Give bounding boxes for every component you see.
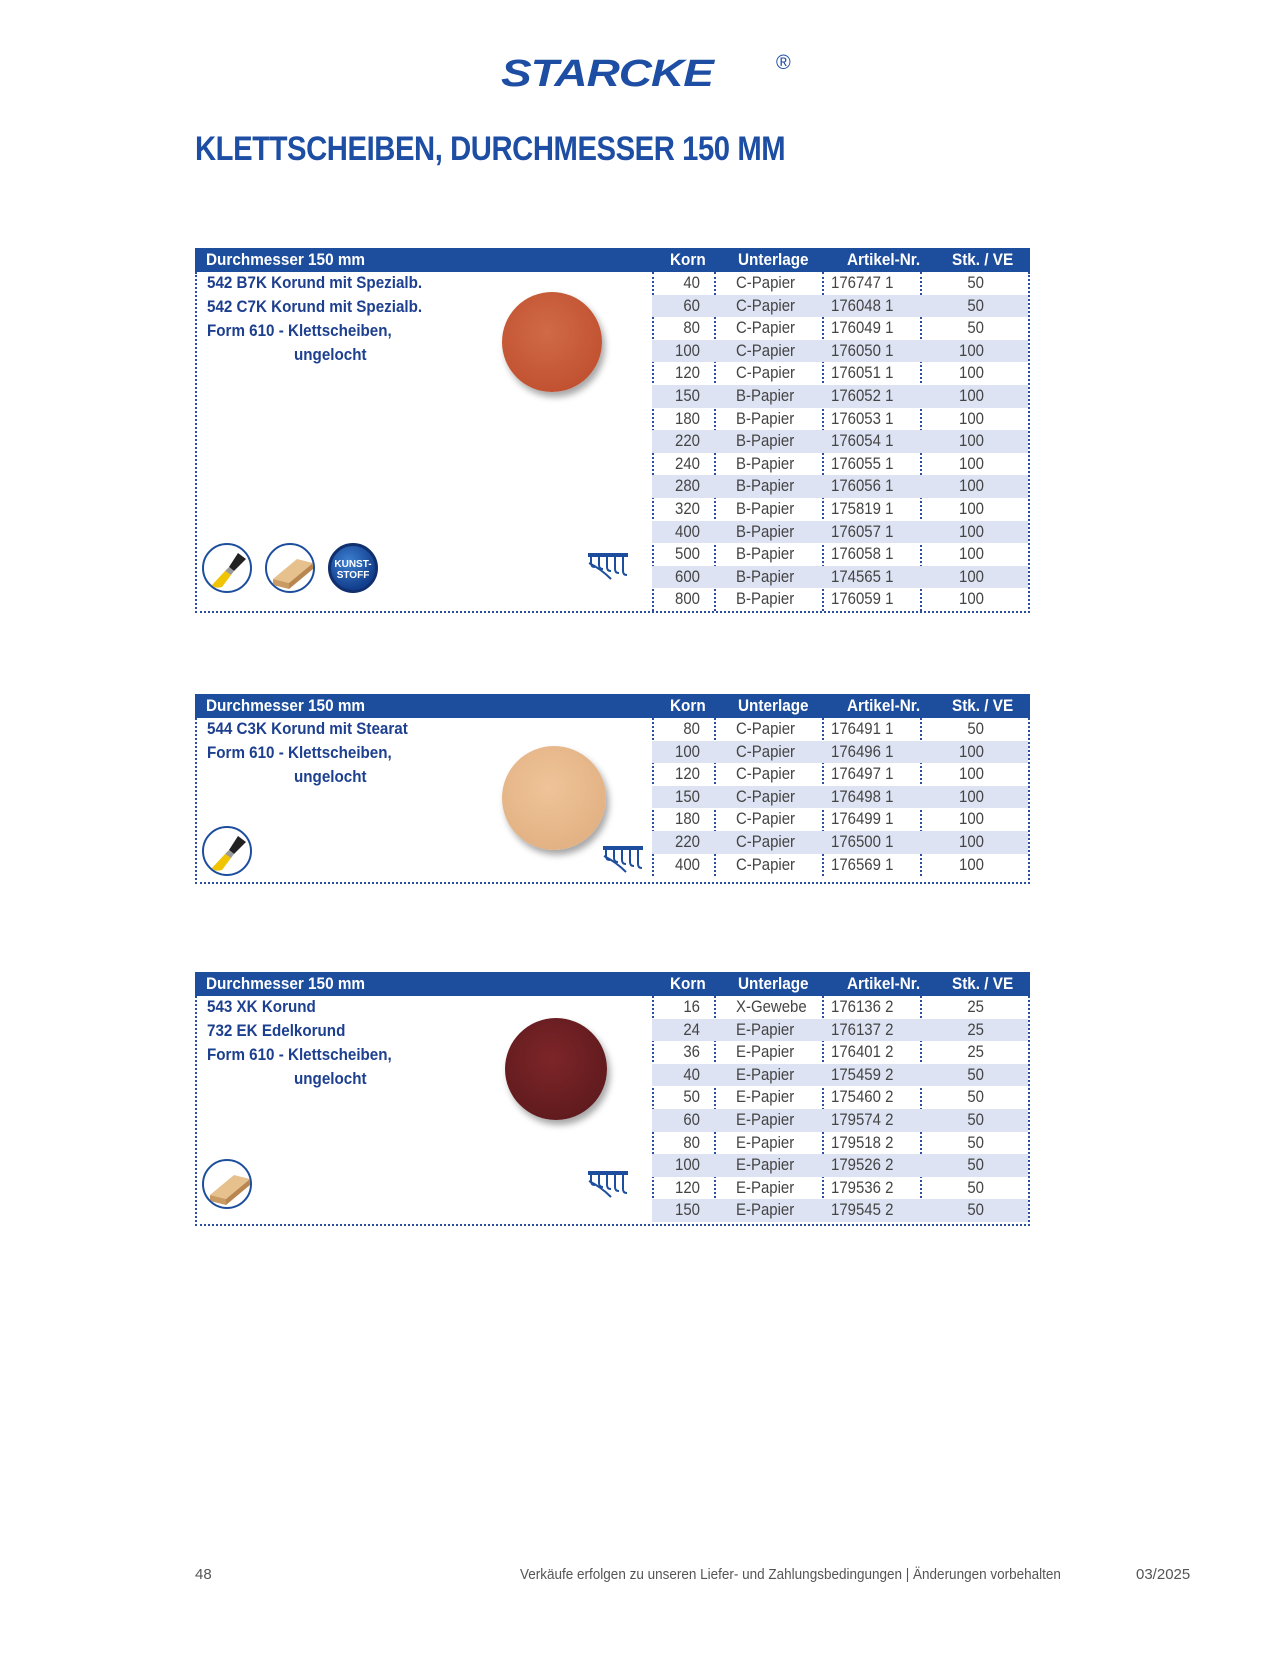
table-row [652,543,1028,566]
unterlage-cell: C-Papier [736,786,796,806]
artikel-cell: 176137 2 [831,1019,894,1039]
table-row [652,854,1028,877]
product-line: Form 610 - Klettscheiben, [207,744,392,762]
product-line: 542 C7K Korund mit Spezialb. [207,298,423,316]
table-row [652,498,1028,521]
artikel-cell: 175459 2 [831,1064,894,1084]
stk-cell: 100 [959,786,984,806]
artikel-cell: 176057 1 [831,521,894,541]
unterlage-cell: C-Papier [736,273,796,292]
paintbrush-icon [202,826,252,876]
korn-cell: 240 [675,453,700,473]
korn-cell: 60 [683,1109,700,1129]
artikel-cell: 176056 1 [831,476,894,496]
unterlage-cell: B-Papier [736,544,795,564]
unterlage-cell: C-Papier [736,854,796,874]
unterlage-cell: C-Papier [736,764,796,784]
table-row [652,1086,1028,1109]
artikel-cell: 176491 1 [831,719,894,738]
unterlage-cell: B-Papier [736,453,795,473]
korn-cell: 100 [675,340,700,360]
sanding-disc-image [502,292,602,392]
stk-cell: 50 [967,1200,984,1220]
stk-cell: 50 [967,318,984,338]
block-body [195,272,1030,613]
unterlage-cell: B-Papier [736,476,795,496]
product-line: ungelocht [294,346,367,364]
header-title: Durchmesser 150 mm [206,974,366,993]
korn-cell: 120 [675,764,700,784]
artikel-cell: 176049 1 [831,318,894,338]
table-row [652,741,1028,764]
header-korn: Korn [670,696,706,715]
unterlage-cell: B-Papier [736,385,795,405]
header-artikel: Artikel-Nr. [847,250,921,269]
stk-cell: 25 [967,997,984,1016]
unterlage-cell: E-Papier [736,1132,795,1152]
product-block-3 [195,972,1030,1226]
stk-cell: 50 [967,719,984,738]
table-row [652,831,1028,854]
unterlage-cell: C-Papier [736,295,796,315]
korn-cell: 150 [675,385,700,405]
product-line: 544 C3K Korund mit Stearat [207,720,408,738]
block-body [195,996,1030,1226]
korn-cell: 180 [675,809,700,829]
unterlage-cell: C-Papier [736,741,796,761]
wood-icon [265,543,315,593]
product-table [652,996,1028,1222]
product-table [652,272,1028,611]
artikel-cell: 176500 1 [831,831,894,851]
unterlage-cell: E-Papier [736,1042,795,1062]
table-row [652,408,1028,431]
artikel-cell: 176747 1 [831,273,894,292]
korn-cell: 120 [675,1177,700,1197]
stk-cell: 50 [967,295,984,315]
product-line: Form 610 - Klettscheiben, [207,1046,392,1064]
stk-cell: 100 [959,566,984,586]
wood-icon [202,1159,252,1209]
table-row [652,588,1028,611]
stk-cell: 100 [959,498,984,518]
table-row [652,1064,1028,1087]
stk-cell: 100 [959,408,984,428]
block-body [195,718,1030,884]
artikel-cell: 176055 1 [831,453,894,473]
unterlage-cell: E-Papier [736,1109,795,1129]
table-header [195,972,1030,996]
korn-cell: 120 [675,363,700,383]
product-line: ungelocht [294,768,367,786]
unterlage-cell: E-Papier [736,1200,795,1220]
stk-cell: 50 [967,1177,984,1197]
korn-cell: 320 [675,498,700,518]
korn-cell: 220 [675,831,700,851]
stk-cell: 25 [967,1019,984,1039]
stk-cell: 100 [959,544,984,564]
table-row [652,1177,1028,1200]
artikel-cell: 176496 1 [831,741,894,761]
table-row [652,1132,1028,1155]
artikel-cell: 179574 2 [831,1109,894,1129]
unterlage-cell: B-Papier [736,521,795,541]
artikel-cell: 179536 2 [831,1177,894,1197]
page-number: 48 [195,1566,212,1583]
logo-wordmark: STARCKE [501,51,713,95]
header-unterlage: Unterlage [738,696,809,715]
korn-cell: 80 [683,1132,700,1152]
stk-cell: 25 [967,1042,984,1062]
table-row [652,1154,1028,1177]
artikel-cell: 176052 1 [831,385,894,405]
header-unterlage: Unterlage [738,250,809,269]
product-line: 543 XK Korund [207,998,316,1016]
kunststoff-label: KUNST- [334,559,372,570]
product-block-2 [195,694,1030,884]
product-line: ungelocht [294,1070,367,1088]
korn-cell: 50 [683,1087,700,1107]
artikel-cell: 179545 2 [831,1200,894,1220]
velcro-hook-icon [602,844,648,876]
korn-cell: 24 [683,1019,700,1039]
korn-cell: 40 [683,273,700,292]
korn-cell: 600 [675,566,700,586]
stk-cell: 100 [959,363,984,383]
table-row [652,718,1028,741]
sanding-disc-image [505,1018,607,1120]
artikel-cell: 176059 1 [831,589,894,609]
stk-cell: 50 [967,1087,984,1107]
header-korn: Korn [670,250,706,269]
korn-cell: 80 [683,318,700,338]
footer-note: Verkäufe erfolgen zu unseren Liefer- und Zahlungsbedingungen | Änderungen vorbehalten [520,1566,1061,1583]
table-row [652,1019,1028,1042]
artikel-cell: 176136 2 [831,997,894,1016]
table-row [652,1199,1028,1222]
artikel-cell: 176058 1 [831,544,894,564]
korn-cell: 16 [683,997,700,1016]
stk-cell: 100 [959,831,984,851]
velcro-hook-icon [587,551,633,583]
artikel-cell: 179526 2 [831,1155,894,1175]
stk-cell: 50 [967,1155,984,1175]
table-row [652,566,1028,589]
product-block-1 [195,248,1030,613]
unterlage-cell: C-Papier [736,318,796,338]
korn-cell: 100 [675,1155,700,1175]
table-row [652,763,1028,786]
header-korn: Korn [670,974,706,993]
stk-cell: 100 [959,340,984,360]
artikel-cell: 179518 2 [831,1132,894,1152]
unterlage-cell: C-Papier [736,363,796,383]
artikel-cell: 176053 1 [831,408,894,428]
stk-cell: 100 [959,476,984,496]
stk-cell: 100 [959,809,984,829]
header-stk: Stk. / VE [952,250,1014,269]
sanding-disc-image [502,746,606,850]
korn-cell: 280 [675,476,700,496]
korn-cell: 800 [675,589,700,609]
stk-cell: 50 [967,1109,984,1129]
unterlage-cell: X-Gewebe [736,997,807,1016]
table-row [652,362,1028,385]
unterlage-cell: B-Papier [736,431,795,451]
korn-cell: 150 [675,1200,700,1220]
table-header [195,248,1030,272]
stk-cell: 50 [967,1064,984,1084]
artikel-cell: 176569 1 [831,854,894,874]
korn-cell: 100 [675,741,700,761]
artikel-cell: 176497 1 [831,764,894,784]
unterlage-cell: E-Papier [736,1064,795,1084]
table-row [652,521,1028,544]
table-header [195,694,1030,718]
table-row [652,317,1028,340]
unterlage-cell: E-Papier [736,1019,795,1039]
korn-cell: 60 [683,295,700,315]
unterlage-cell: C-Papier [736,340,796,360]
unterlage-cell: B-Papier [736,589,795,609]
table-row [652,385,1028,408]
table-row [652,1109,1028,1132]
artikel-cell: 176048 1 [831,295,894,315]
product-table [652,718,1028,876]
korn-cell: 400 [675,854,700,874]
header-title: Durchmesser 150 mm [206,250,366,269]
table-row [652,996,1028,1019]
header-artikel: Artikel-Nr. [847,696,921,715]
header-stk: Stk. / VE [952,696,1014,715]
korn-cell: 150 [675,786,700,806]
kunststoff-label: STOFF [336,570,370,581]
header-unterlage: Unterlage [738,974,809,993]
stk-cell: 100 [959,431,984,451]
unterlage-cell: B-Papier [736,566,795,586]
unterlage-cell: C-Papier [736,719,796,738]
artikel-cell: 176054 1 [831,431,894,451]
korn-cell: 400 [675,521,700,541]
unterlage-cell: B-Papier [736,408,795,428]
stk-cell: 50 [967,1132,984,1152]
paintbrush-icon [202,543,252,593]
korn-cell: 36 [683,1042,700,1062]
table-row [652,1041,1028,1064]
unterlage-cell: C-Papier [736,831,796,851]
footer-date: 03/2025 [1136,1566,1191,1583]
artikel-cell: 175819 1 [831,498,894,518]
stk-cell: 100 [959,854,984,874]
product-line: Form 610 - Klettscheiben, [207,322,392,340]
velcro-hook-icon [587,1169,633,1201]
artikel-cell: 174565 1 [831,566,894,586]
stk-cell: 100 [959,589,984,609]
stk-cell: 50 [967,273,984,292]
table-row [652,430,1028,453]
unterlage-cell: E-Papier [736,1155,795,1175]
stk-cell: 100 [959,453,984,473]
korn-cell: 80 [683,719,700,738]
table-row [652,475,1028,498]
korn-cell: 220 [675,431,700,451]
table-row [652,808,1028,831]
unterlage-cell: C-Papier [736,809,796,829]
table-row [652,272,1028,295]
registered-mark: ® [776,52,791,74]
artikel-cell: 176499 1 [831,809,894,829]
table-row [652,786,1028,809]
korn-cell: 40 [683,1064,700,1084]
unterlage-cell: E-Papier [736,1177,795,1197]
unterlage-cell: E-Papier [736,1087,795,1107]
stk-cell: 100 [959,741,984,761]
kunststoff-icon [328,543,378,593]
artikel-cell: 176051 1 [831,363,894,383]
artikel-cell: 176498 1 [831,786,894,806]
artikel-cell: 175460 2 [831,1087,894,1107]
product-line: 542 B7K Korund mit Spezialb. [207,274,423,292]
product-line: 732 EK Edelkorund [207,1022,346,1040]
table-row [652,340,1028,363]
table-row [652,295,1028,318]
unterlage-cell: B-Papier [736,498,795,518]
header-artikel: Artikel-Nr. [847,974,921,993]
header-stk: Stk. / VE [952,974,1014,993]
header-title: Durchmesser 150 mm [206,696,366,715]
stk-cell: 100 [959,385,984,405]
page-title: KLETTSCHEIBEN, DURCHMESSER 150 MM [195,130,786,168]
artikel-cell: 176401 2 [831,1042,894,1062]
korn-cell: 180 [675,408,700,428]
artikel-cell: 176050 1 [831,340,894,360]
korn-cell: 500 [675,544,700,564]
stk-cell: 100 [959,764,984,784]
table-row [652,453,1028,476]
stk-cell: 100 [959,521,984,541]
starcke-logo [501,48,801,98]
